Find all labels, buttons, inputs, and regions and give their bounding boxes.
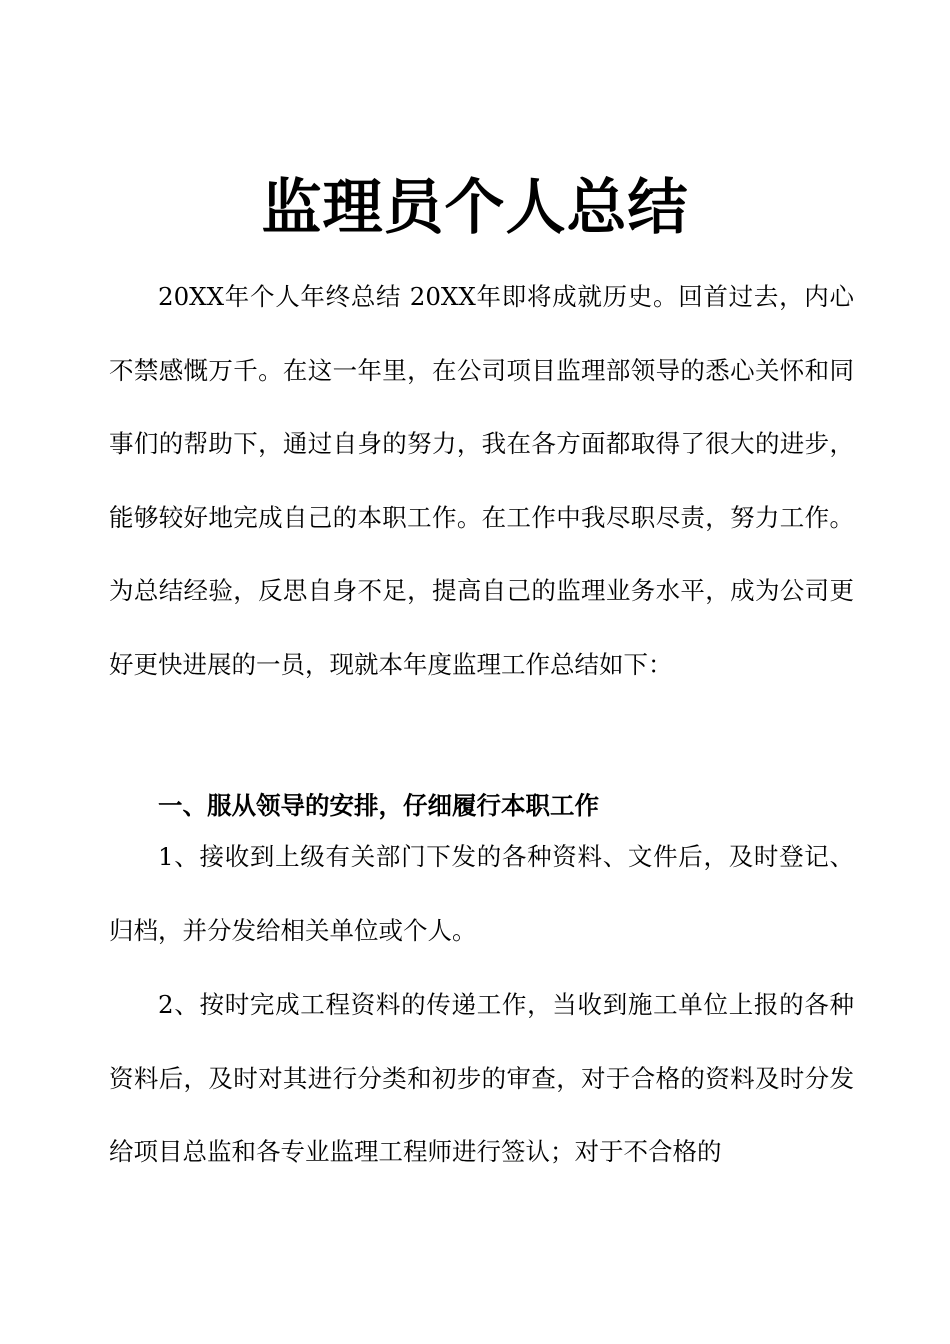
body-paragraph-1: 1、接收到上级有关部门下发的各种资料、文件后，及时登记、归档，并分发给相关单位或个人。 [109, 842, 854, 945]
intro-paragraph: 20XX年个人年终总结 20XX年即将成就历史。回首过去，内心不禁感慨万千。在这一年里，在公司项目监理部领导的悉心关怀和同事们的帮助下，通过自身的努力，我在各方面都取得了很大的进步，能够较好地完成自己的本职工作。在工作中我尽职尽责，努力工作。为总结经验，反思自身不足，提高自己的监理业务水平，成为公司更好更快进展的一员，现就本年度监理工作总结如下： [109, 282, 854, 679]
section-heading: 一、服从领导的安排，仔细履行本职工作 [158, 791, 599, 820]
document-title: 监理员个人总结 [261, 173, 689, 244]
body-paragraph-2: 2、按时完成工程资料的传递工作，当收到施工单位上报的各种资料后，及时对其进行分类和初步的审查，对于合格的资料及时分发给项目总监和各专业监理工程师进行签认；对于不合格的 [109, 990, 854, 1166]
